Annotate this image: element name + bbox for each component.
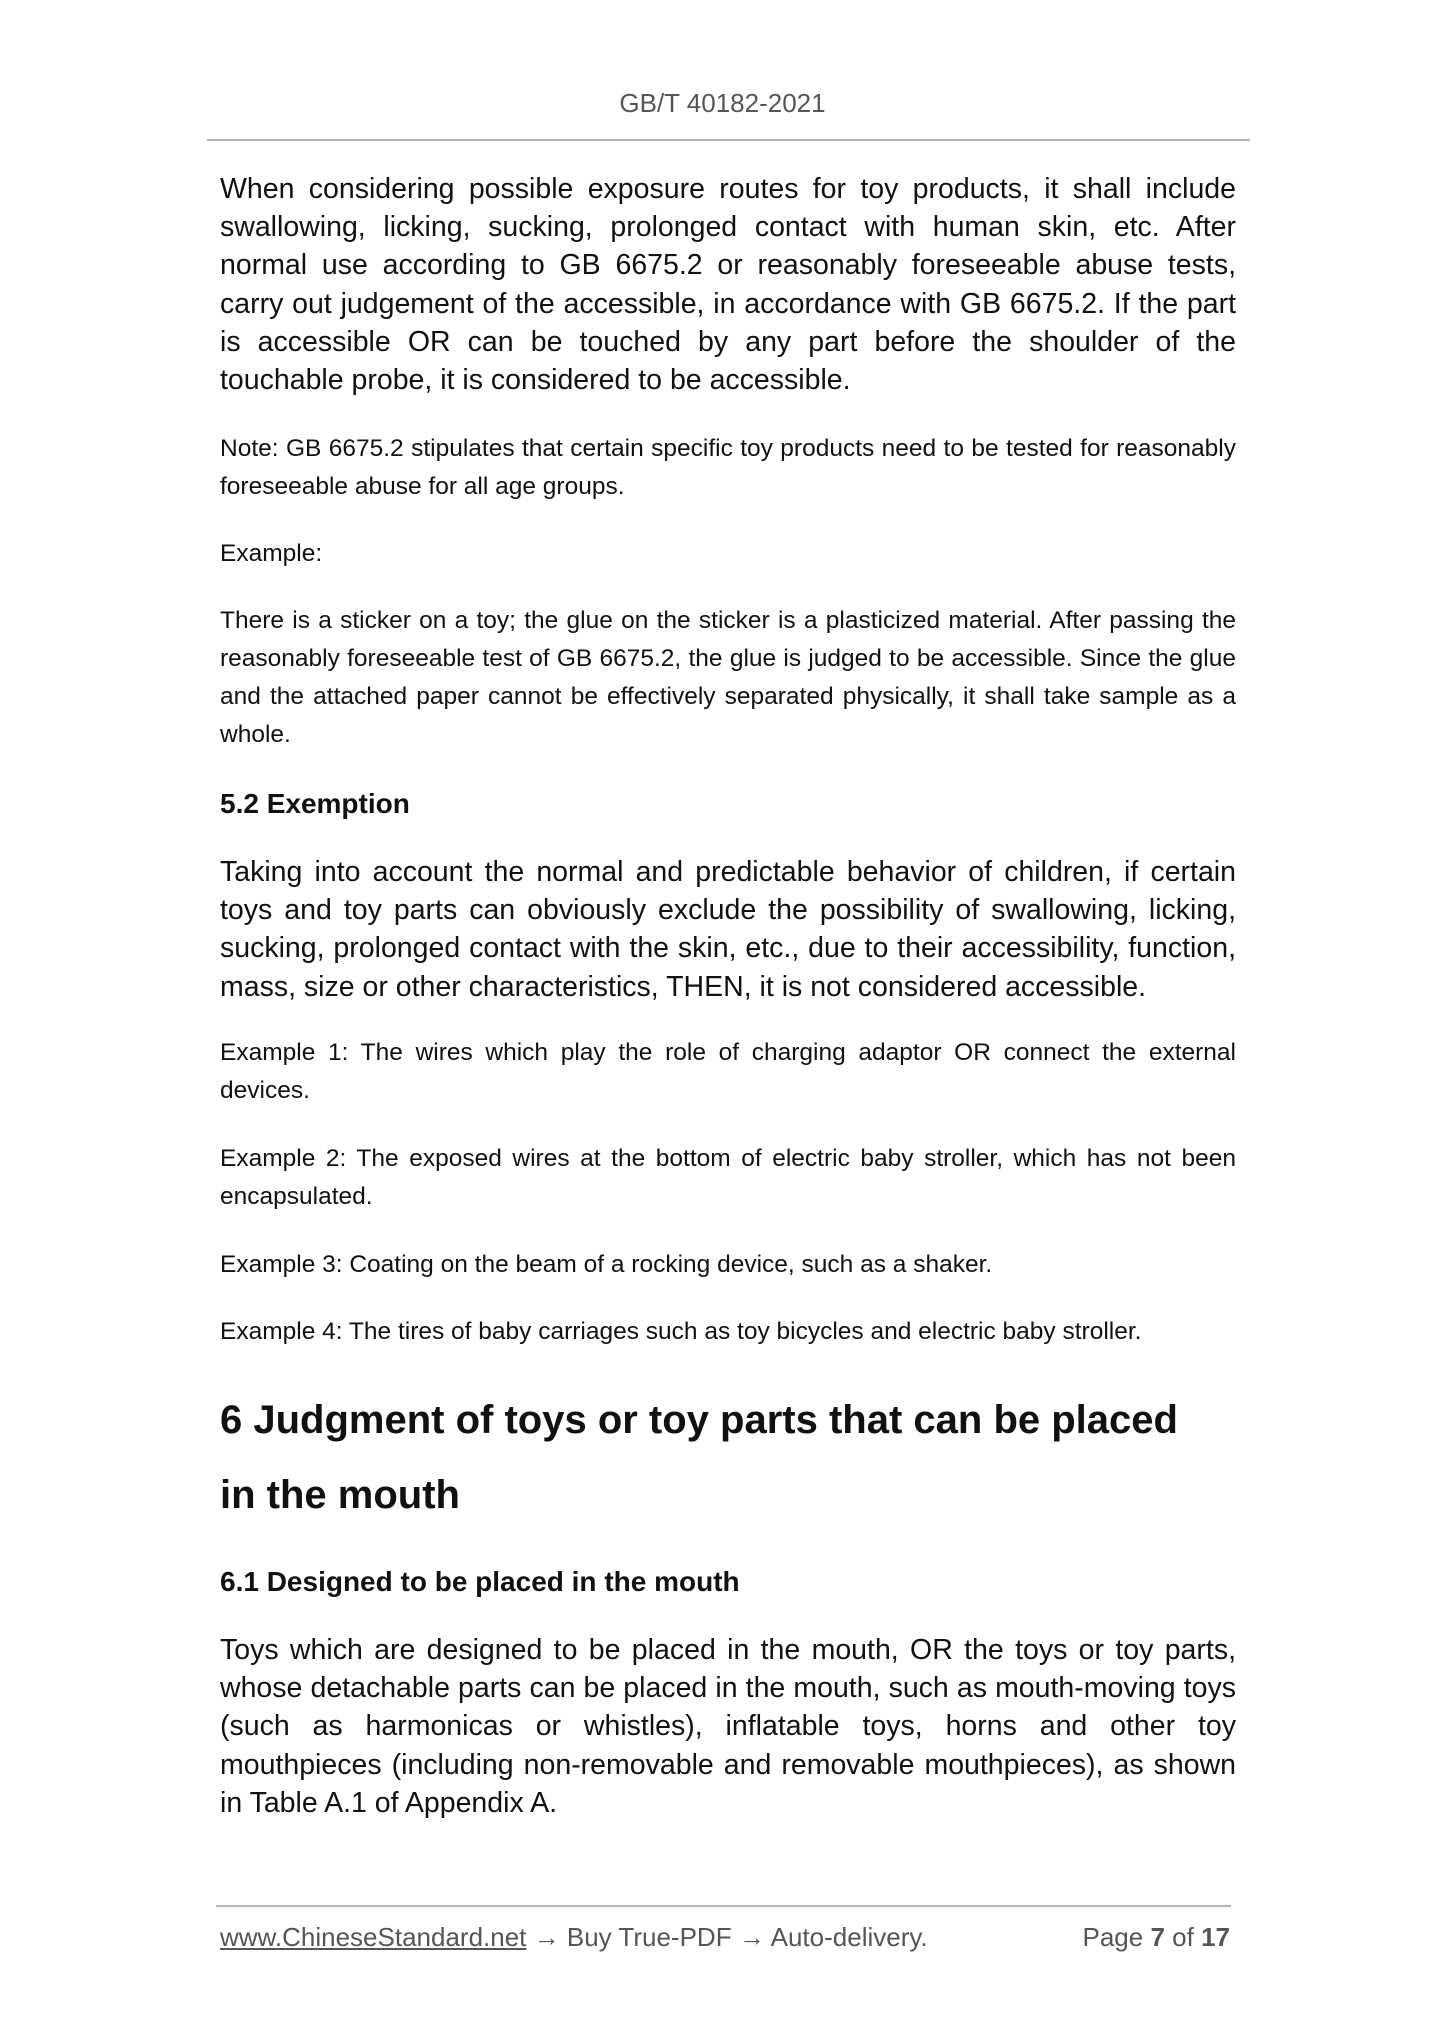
header-divider xyxy=(207,139,1250,141)
arrow-icon: → xyxy=(533,1922,560,1952)
footer xyxy=(220,1922,1230,1953)
section-heading-5-2: 5.2 Exemption xyxy=(220,788,410,819)
example-sticker: There is a sticker on a toy; the glue on the sticker is a plasticized material. After passing the reasonably foreseeable test of GB 6675.2, the glue is judged to be accessible. Since the glue and the attached paper cannot be effectively separated physically, it shall take sample as a whole. xyxy=(220,607,1236,748)
page-indicator xyxy=(1082,1922,1230,1953)
exemption-example-4: Example 4: The tires of baby carriages such as toy bicycles and electric baby stroller. xyxy=(220,1318,1142,1345)
chapter-heading-6: 6 Judgment of toys or toy parts that can be placed in the mouth xyxy=(220,1398,1178,1517)
buy-text: Buy True-PDF xyxy=(566,1922,732,1952)
paragraph-mouth-toys: Toys which are designed to be placed in the mouth, OR the toys or toy parts, whose detachable parts can be placed in the mouth, such as mouth-moving toys (such as harmonicas or whistles), inflatable toys, horns and other toy mouthpieces (including non-removable and removable mouthpieces), as shown in Table A.1 of Appendix A. xyxy=(220,1634,1236,1819)
arrow-icon: → xyxy=(738,1922,765,1952)
paragraph-exemption: Taking into account the normal and predictable behavior of children, if certain toys and toy parts can obviously exclude the possibility of swallowing, licking, sucking, prolonged contact with the skin, etc., due to their accessibility, function, mass, size or other characteristics, THEN, it is not considered accessible. xyxy=(220,856,1236,1003)
page-number: 7 xyxy=(1150,1922,1165,1952)
delivery-text: Auto-delivery. xyxy=(770,1922,928,1952)
website-link[interactable]: www.ChineseStandard.net xyxy=(220,1922,527,1952)
footer-divider xyxy=(216,1905,1231,1907)
document-id-header: GB/T 40182-2021 xyxy=(619,88,826,118)
exemption-example-2: Example 2: The exposed wires at the bottom of electric baby stroller, which has not been encapsulated. xyxy=(220,1145,1236,1210)
exemption-example-1: Example 1: The wires which play the role of charging adaptor OR connect the external devices. xyxy=(220,1039,1236,1104)
paragraph-exposure-routes: When considering possible exposure routes for toy products, it shall include swallowing, licking, sucking, prolonged contact with human skin, etc. After normal use according to GB 6675.2 or reasonably foreseeable abuse tests, carry out judgement of the accessible, in accordance with GB 6675.2. If the part is accessible OR can be touched by any part before the shoulder of the touchable probe, it is considered to be accessible. xyxy=(220,173,1236,397)
page-total: 17 xyxy=(1201,1922,1230,1952)
note: Note: GB 6675.2 stipulates that certain specific toy products need to be tested for reasonably foreseeable abuse for all age groups. xyxy=(220,435,1236,500)
page-label: Page xyxy=(1082,1922,1144,1952)
of-label: of xyxy=(1172,1922,1194,1952)
example-label: Example: xyxy=(220,540,323,567)
section-heading-6-1: 6.1 Designed to be placed in the mouth xyxy=(220,1566,740,1597)
exemption-example-3: Example 3: Coating on the beam of a rocking device, such as a shaker. xyxy=(220,1251,993,1278)
